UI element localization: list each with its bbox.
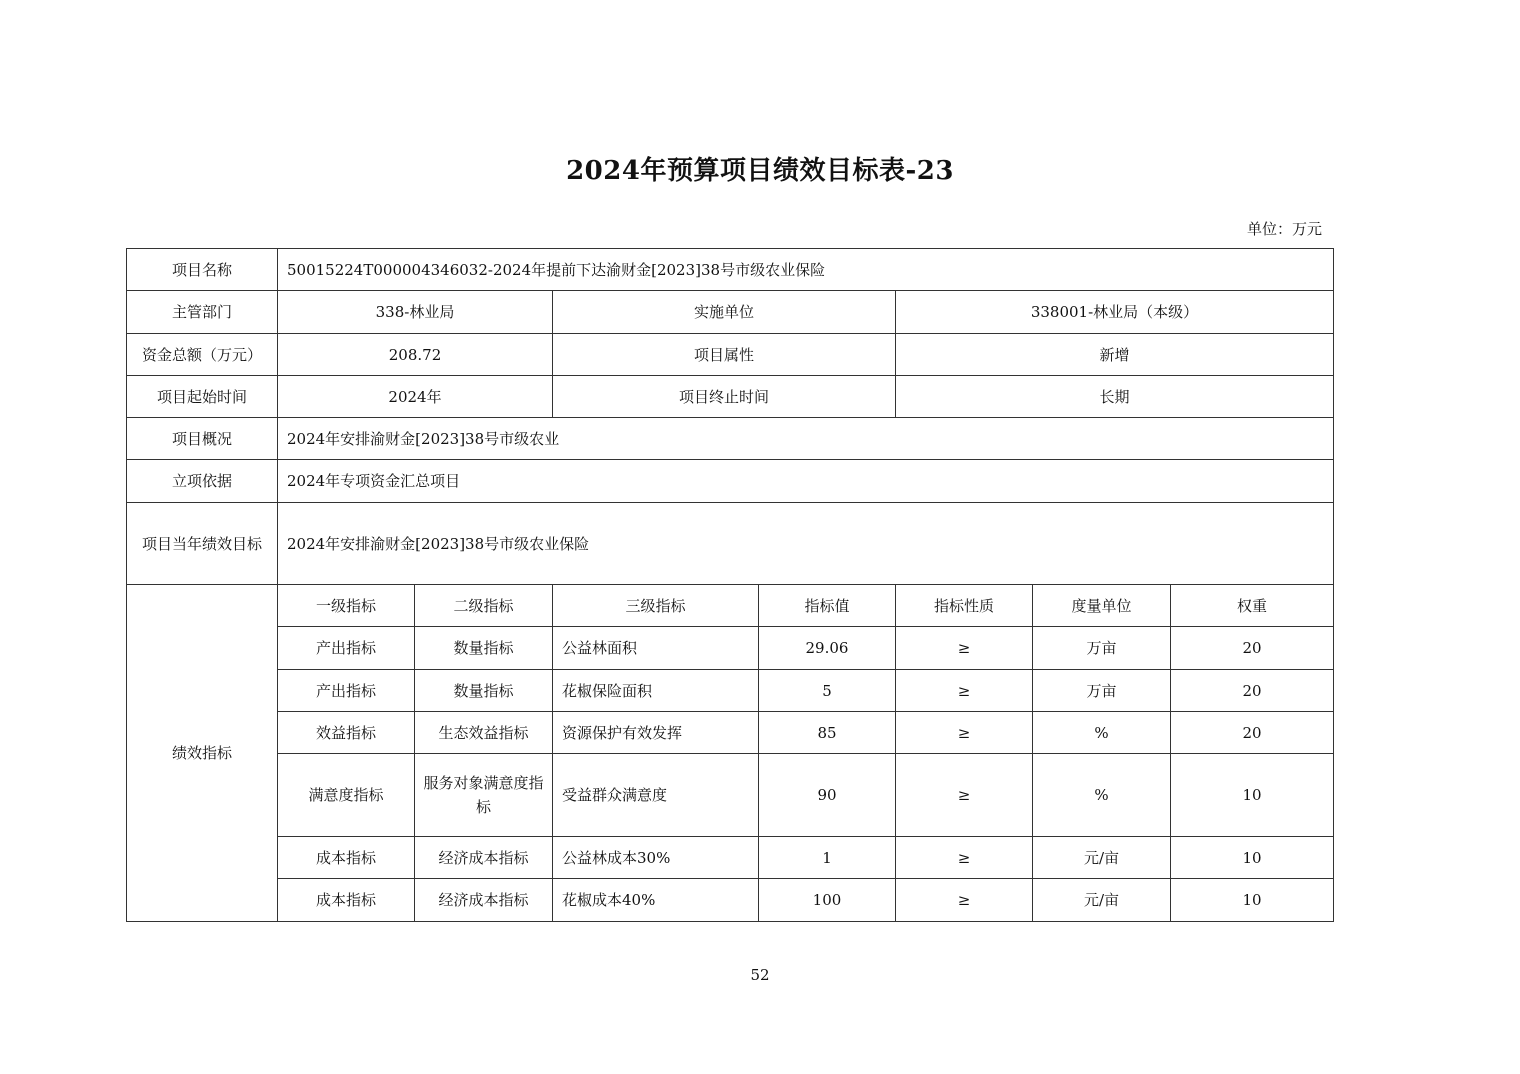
level3-cell: 花椒保险面积: [553, 670, 759, 712]
row-project-name: [127, 249, 1334, 291]
attr-label: 项目属性: [553, 334, 896, 376]
value-cell: 29.06: [759, 627, 896, 670]
project-name-label: 项目名称: [127, 249, 278, 291]
dept-label: 主管部门: [127, 291, 278, 334]
row-overview: [127, 418, 1334, 460]
goal-label: 项目当年绩效目标: [127, 503, 278, 585]
weight-cell: 20: [1171, 712, 1334, 754]
table-row: [127, 670, 1334, 712]
level1-cell: 成本指标: [278, 837, 415, 879]
table-row: [127, 879, 1334, 922]
indicators-section-label: 绩效指标: [127, 585, 278, 922]
end-label: 项目终止时间: [553, 376, 896, 418]
page-number: 52: [750, 966, 770, 984]
value-cell: 5: [759, 670, 896, 712]
nature-cell: ≥: [896, 627, 1033, 670]
unit-cell: %: [1033, 754, 1171, 837]
row-department: [127, 291, 1334, 334]
level2-cell: 经济成本指标: [415, 837, 553, 879]
project-name-value: 50015224T000004346032-2024年提前下达渝财金[2023]38号市级农业保险: [278, 249, 1334, 291]
level2-cell: 数量指标: [415, 670, 553, 712]
weight-cell: 20: [1171, 670, 1334, 712]
level1-cell: 满意度指标: [278, 754, 415, 837]
start-value: 2024年: [278, 376, 553, 418]
table-row: [127, 712, 1334, 754]
header-unit: 度量单位: [1033, 585, 1171, 627]
level2-cell: 服务对象满意度指标: [415, 754, 553, 837]
level1-cell: 产出指标: [278, 670, 415, 712]
value-cell: 100: [759, 879, 896, 922]
unit-cell: %: [1033, 712, 1171, 754]
level1-cell: 产出指标: [278, 627, 415, 670]
fund-value: 208.72: [278, 334, 553, 376]
row-fund: [127, 334, 1334, 376]
start-label: 项目起始时间: [127, 376, 278, 418]
level2-cell: 经济成本指标: [415, 879, 553, 922]
header-value: 指标值: [759, 585, 896, 627]
nature-cell: ≥: [896, 712, 1033, 754]
value-cell: 85: [759, 712, 896, 754]
level3-cell: 公益林成本30%: [553, 837, 759, 879]
nature-cell: ≥: [896, 879, 1033, 922]
row-basis: [127, 460, 1334, 503]
weight-cell: 10: [1171, 837, 1334, 879]
unit-label: 单位：万元: [1246, 220, 1322, 238]
unit-cell: 万亩: [1033, 627, 1171, 670]
unit-cell: 元/亩: [1033, 879, 1171, 922]
table-row: [127, 627, 1334, 670]
level3-cell: 资源保护有效发挥: [553, 712, 759, 754]
weight-cell: 10: [1171, 754, 1334, 837]
unit-cell: 万亩: [1033, 670, 1171, 712]
level3-cell: 公益林面积: [553, 627, 759, 670]
basis-value: 2024年专项资金汇总项目: [278, 460, 1334, 503]
weight-cell: 20: [1171, 627, 1334, 670]
row-goal: [127, 503, 1334, 585]
impl-value: 338001-林业局（本级）: [896, 291, 1334, 334]
level2-cell: 数量指标: [415, 627, 553, 670]
nature-cell: ≥: [896, 670, 1033, 712]
overview-value: 2024年安排渝财金[2023]38号市级农业: [278, 418, 1334, 460]
header-nature: 指标性质: [896, 585, 1033, 627]
level2-cell: 生态效益指标: [415, 712, 553, 754]
header-level3: 三级指标: [553, 585, 759, 627]
value-cell: 1: [759, 837, 896, 879]
header-weight: 权重: [1171, 585, 1334, 627]
level3-cell: 受益群众满意度: [553, 754, 759, 837]
fund-label: 资金总额（万元）: [127, 334, 278, 376]
end-value: 长期: [896, 376, 1334, 418]
impl-label: 实施单位: [553, 291, 896, 334]
value-cell: 90: [759, 754, 896, 837]
table-row: [127, 837, 1334, 879]
goal-value: 2024年安排渝财金[2023]38号市级农业保险: [278, 503, 1334, 585]
level3-cell: 花椒成本40%: [553, 879, 759, 922]
nature-cell: ≥: [896, 837, 1033, 879]
row-time: [127, 376, 1334, 418]
level1-cell: 效益指标: [278, 712, 415, 754]
basis-label: 立项依据: [127, 460, 278, 503]
page-title: 2024年预算项目绩效目标表-23: [566, 156, 954, 186]
attr-value: 新增: [896, 334, 1334, 376]
performance-table: [126, 248, 1334, 922]
level1-cell: 成本指标: [278, 879, 415, 922]
indicator-header-row: [127, 585, 1334, 627]
weight-cell: 10: [1171, 879, 1334, 922]
nature-cell: ≥: [896, 754, 1033, 837]
dept-value: 338-林业局: [278, 291, 553, 334]
header-level1: 一级指标: [278, 585, 415, 627]
unit-cell: 元/亩: [1033, 837, 1171, 879]
table-row: [127, 754, 1334, 837]
header-level2: 二级指标: [415, 585, 553, 627]
overview-label: 项目概况: [127, 418, 278, 460]
